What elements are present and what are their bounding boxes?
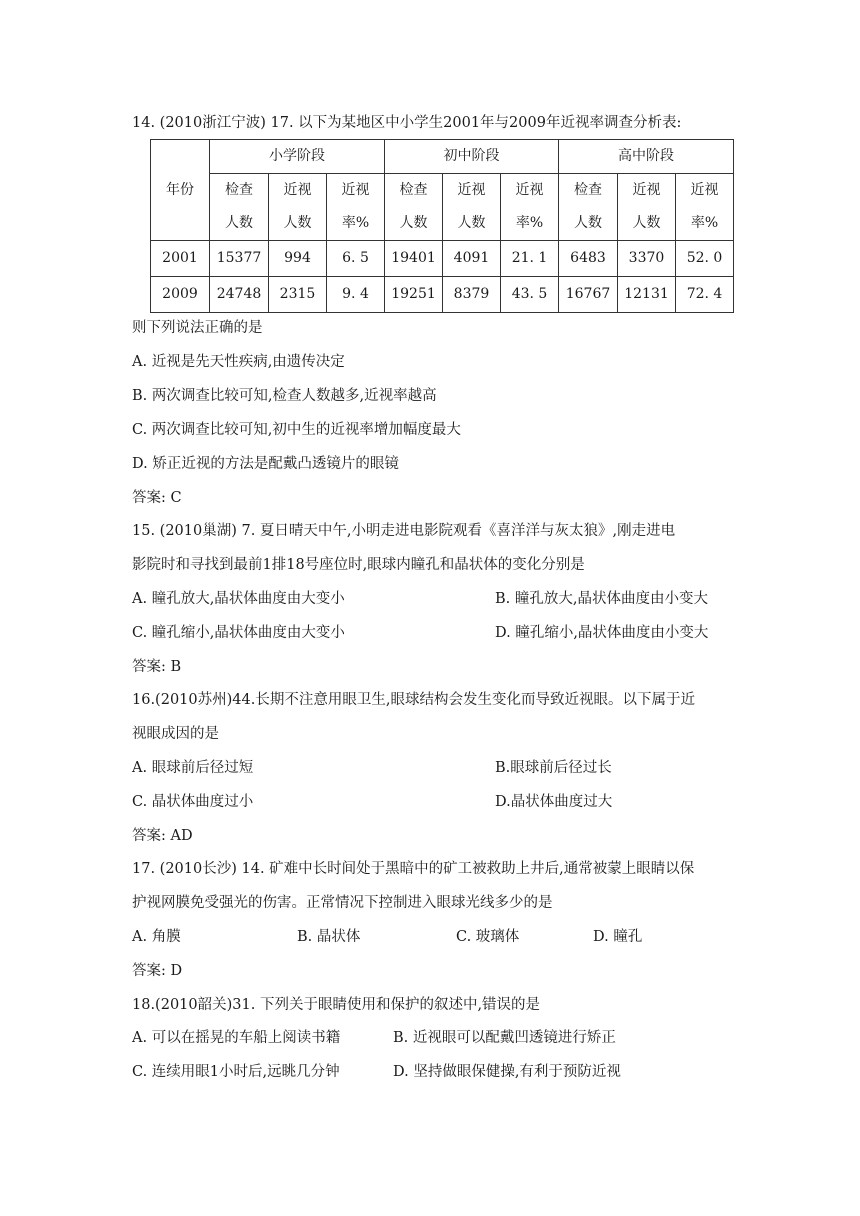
q14-option-a: A. 近视是先天性疾病,由遗传决定 — [132, 354, 345, 370]
q17-option-a: A. 角膜 — [132, 929, 181, 945]
table-cell: 2009 — [151, 277, 210, 313]
q17-option-d: D. 瞳孔 — [593, 929, 643, 945]
q18-option-b: B. 近视眼可以配戴凹透镜进行矫正 — [393, 1030, 616, 1046]
q16-option-a: A. 眼球前后径过短 — [132, 760, 254, 776]
q15-text-line1: 15. (2010巢湖) 7. 夏日晴天中午,小明走进电影院观看《喜洋洋与灰太狼》,刚走进电 — [132, 523, 676, 539]
table-cell: 24748 — [210, 277, 269, 313]
table-cell: 12131 — [618, 277, 676, 313]
q15-answer: 答案: B — [132, 659, 182, 675]
table-cell: 19251 — [385, 277, 443, 313]
table-cell: 3370 — [618, 241, 676, 277]
q14-title: 14. (2010浙江宁波) 17. 以下为某地区中小学生2001年与2009年近视率调查分析表: — [132, 115, 682, 131]
q16-text-line2: 视眼成因的是 — [132, 726, 219, 742]
q14-option-d: D. 矫正近视的方法是配戴凸透镜片的眼镜 — [132, 456, 399, 472]
q18-option-a: A. 可以在摇晃的车船上阅读书籍 — [132, 1030, 341, 1046]
q15-option-a: A. 瞳孔放大,晶状体曲度由大变小 — [132, 591, 345, 607]
table-cell: 21. 1 — [501, 241, 559, 277]
subheader-cell: 检查 人数 — [559, 174, 618, 241]
stage-header-primary: 小学阶段 — [210, 140, 385, 174]
table-cell: 6483 — [559, 241, 618, 277]
subheader-cell: 近视 率% — [501, 174, 559, 241]
table-cell: 4091 — [443, 241, 501, 277]
q16-answer: 答案: AD — [132, 828, 193, 844]
table-cell: 15377 — [210, 241, 269, 277]
table-cell: 43. 5 — [501, 277, 559, 313]
q15-option-d: D. 瞳孔缩小,晶状体曲度由小变大 — [495, 625, 709, 641]
table-cell: 16767 — [559, 277, 618, 313]
q16-option-b: B.眼球前后径过长 — [495, 760, 612, 776]
q18-option-d: D. 坚持做眼保健操,有利于预防近视 — [393, 1064, 621, 1080]
stage-header-junior: 初中阶段 — [385, 140, 559, 174]
q17-option-b: B. 晶状体 — [297, 929, 361, 945]
q14-option-b: B. 两次调查比较可知,检查人数越多,近视率越高 — [132, 388, 437, 404]
q17-text-line2: 护视网膜免受强光的伤害。正常情况下控制进入眼球光线多少的是 — [132, 895, 553, 911]
table-row — [151, 241, 734, 277]
table-header-row — [151, 140, 734, 174]
subheader-cell: 近视 人数 — [618, 174, 676, 241]
table-subheader-row — [151, 174, 734, 241]
subheader-cell: 近视 率% — [327, 174, 385, 241]
q17-option-c: C. 玻璃体 — [456, 929, 520, 945]
q18-text-line1: 18.(2010韶关)31. 下列关于眼睛使用和保护的叙述中,错误的是 — [132, 997, 541, 1013]
q15-option-b: B. 瞳孔放大,晶状体曲度由小变大 — [495, 591, 708, 607]
table-cell: 2315 — [269, 277, 327, 313]
table-cell: 994 — [269, 241, 327, 277]
table-cell: 2001 — [151, 241, 210, 277]
table-row — [151, 277, 734, 313]
q15-option-c: C. 瞳孔缩小,晶状体曲度由大变小 — [132, 625, 345, 641]
subheader-cell: 近视 人数 — [443, 174, 501, 241]
q16-option-c: C. 晶状体曲度过小 — [132, 794, 254, 810]
q17-text-line1: 17. (2010长沙) 14. 矿难中长时间处于黑暗中的矿工被救助上井后,通常被蒙上眼睛以保 — [132, 861, 695, 877]
table-cell: 19401 — [385, 241, 443, 277]
q14-option-c: C. 两次调查比较可知,初中生的近视率增加幅度最大 — [132, 422, 461, 438]
q16-text-line1: 16.(2010苏州)44.长期不注意用眼卫生,眼球结构会发生变化而导致近视眼。以下属于近 — [132, 692, 695, 708]
subheader-cell: 近视 人数 — [269, 174, 327, 241]
q17-answer: 答案: D — [132, 963, 183, 979]
q14-prompt: 则下列说法正确的是 — [132, 320, 263, 336]
year-header: 年份 — [151, 140, 210, 241]
q15-text-line2: 影院时和寻找到最前1排18号座位时,眼球内瞳孔和晶状体的变化分别是 — [132, 557, 585, 573]
subheader-cell: 检查 人数 — [385, 174, 443, 241]
table-cell: 72. 4 — [676, 277, 734, 313]
table-cell: 52. 0 — [676, 241, 734, 277]
table-cell: 8379 — [443, 277, 501, 313]
stage-header-senior: 高中阶段 — [559, 140, 734, 174]
myopia-survey-table — [150, 139, 734, 313]
q16-option-d: D.晶状体曲度过大 — [495, 794, 613, 810]
q18-option-c: C. 连续用眼1小时后,远眺几分钟 — [132, 1064, 340, 1080]
q14-answer: 答案: C — [132, 490, 182, 506]
subheader-cell: 检查 人数 — [210, 174, 269, 241]
table-cell: 6. 5 — [327, 241, 385, 277]
table-cell: 9. 4 — [327, 277, 385, 313]
subheader-cell: 近视 率% — [676, 174, 734, 241]
